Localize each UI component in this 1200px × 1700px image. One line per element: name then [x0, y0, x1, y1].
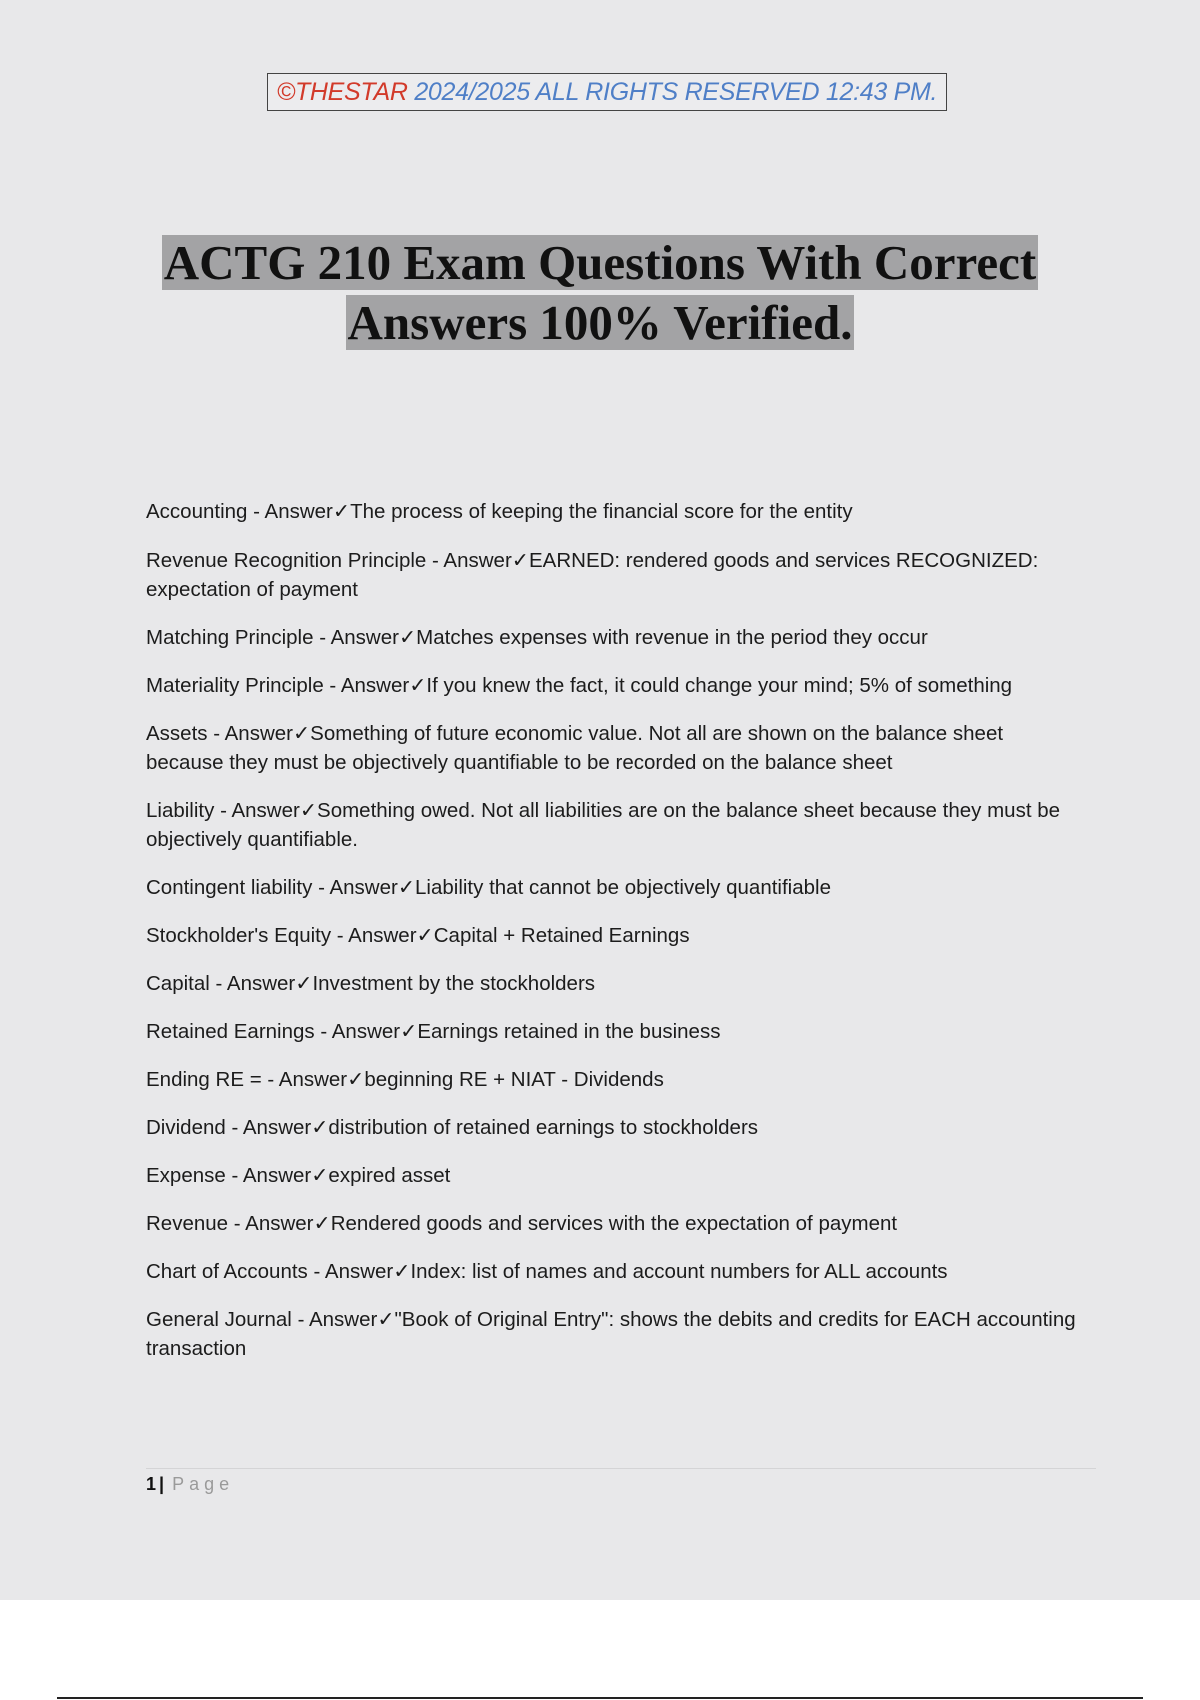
document-title: [0, 233, 1200, 353]
qa-term: Revenue: [146, 1212, 229, 1235]
qa-term: Materiality Principle: [146, 674, 324, 697]
qa-answer: "Book of Original Entry": shows the debits and credits for EACH accounting transaction: [146, 1308, 1082, 1360]
checkmark-icon: ✓: [377, 1308, 395, 1331]
qa-item: [146, 623, 1086, 652]
qa-answer: The process of keeping the financial score for the entity: [350, 500, 853, 523]
qa-answer: Capital + Retained Earnings: [433, 924, 690, 947]
checkmark-icon: ✓: [332, 500, 351, 523]
qa-answer-label: - Answer: [225, 1164, 312, 1187]
qa-item: [146, 671, 1086, 700]
qa-answer: distribution of retained earnings to stockholders: [328, 1116, 759, 1139]
qa-answer: beginning RE + NIAT - Dividends: [364, 1068, 664, 1091]
qa-term: Expense: [146, 1164, 226, 1187]
qa-item: [146, 1113, 1086, 1142]
qa-answer: Liability that cannot be objectively quantifiable: [415, 876, 831, 899]
checkmark-icon: ✓: [397, 876, 416, 899]
qa-term: Stockholder's Equity: [146, 924, 332, 947]
checkmark-icon: ✓: [313, 1212, 331, 1235]
checkmark-icon: ✓: [311, 1164, 329, 1187]
qa-answer-label: - Answer: [225, 1116, 312, 1139]
title-line-2: Answers 100% Verified.: [347, 295, 853, 350]
qa-answer: If you knew the fact, it could change your mind; 5% of something: [426, 674, 1013, 697]
qa-term: Assets: [146, 722, 208, 745]
qa-term: Matching Principle: [146, 626, 314, 649]
qa-item: [146, 969, 1086, 998]
page-number: 1: [146, 1474, 157, 1494]
qa-answer-label: - Answer: [209, 972, 296, 995]
qa-term: Ending RE =: [146, 1068, 262, 1091]
qa-item: [146, 719, 1086, 777]
qa-term: Dividend: [146, 1116, 226, 1139]
page-separator: |: [159, 1474, 165, 1494]
bottom-divider: [57, 1697, 1143, 1699]
qa-item: [146, 1209, 1086, 1238]
qa-answer: Something owed. Not all liabilities are on the balance sheet because they must be objectively quantifiable.: [146, 799, 1066, 851]
qa-answer: Investment by the stockholders: [312, 972, 596, 995]
qa-answer: Index: list of names and account numbers for ALL accounts: [410, 1260, 948, 1283]
qa-answer: EARNED: rendered goods and services RECOGNIZED: expectation of payment: [146, 549, 1044, 601]
qa-item: [146, 1257, 1086, 1286]
qa-answer: expired asset: [328, 1164, 451, 1187]
qa-item: [146, 1305, 1086, 1363]
qa-item: [146, 497, 1086, 526]
qa-term: General Journal: [146, 1308, 292, 1331]
page-number-footer: [146, 1474, 234, 1495]
qa-term: Chart of Accounts: [146, 1260, 308, 1283]
qa-answer-label: - Answer: [228, 1212, 314, 1235]
qa-term: Retained Earnings: [146, 1020, 315, 1043]
qa-answer-label: - Answer: [307, 1260, 394, 1283]
qa-item: [146, 1065, 1086, 1094]
title-line-1: ACTG 210 Exam Questions With Correct: [163, 235, 1037, 290]
qa-answer-label: - Answer: [214, 799, 300, 822]
qa-item: [146, 1017, 1086, 1046]
qa-answer-label: - Answer: [323, 674, 410, 697]
qa-answer-label: - Answer: [313, 626, 399, 649]
checkmark-icon: ✓: [347, 1068, 365, 1091]
footer-divider: [146, 1468, 1096, 1469]
checkmark-icon: ✓: [511, 549, 529, 572]
qa-item: [146, 1161, 1086, 1190]
qa-answer-label: - Answer: [426, 549, 512, 572]
qa-term: Contingent liability: [146, 876, 313, 899]
copyright-banner: [267, 73, 947, 111]
checkmark-icon: ✓: [292, 722, 311, 745]
checkmark-icon: ✓: [311, 1116, 329, 1139]
qa-answer-label: - Answer: [247, 500, 333, 523]
qa-list: [146, 497, 1086, 1382]
copyright-text: 2024/2025 ALL RIGHTS RESERVED 12:43 PM.: [407, 77, 938, 106]
page-label: Page: [172, 1474, 235, 1494]
qa-answer-label: - Answer: [312, 876, 398, 899]
checkmark-icon: ✓: [398, 626, 417, 649]
qa-answer-label: - Answer: [314, 1020, 401, 1043]
checkmark-icon: ✓: [299, 799, 318, 822]
qa-term: Liability: [146, 799, 215, 822]
qa-answer: Earnings retained in the business: [417, 1020, 721, 1043]
checkmark-icon: ✓: [393, 1260, 411, 1283]
qa-answer: Something of future economic value. Not all are shown on the balance sheet because they must be objectively quantifiable to be recorded on the balance sheet: [146, 722, 1009, 774]
qa-item: [146, 796, 1086, 854]
qa-answer-label: - Answer: [291, 1308, 378, 1331]
qa-answer-label: - Answer: [261, 1068, 348, 1091]
checkmark-icon: ✓: [400, 1020, 418, 1043]
qa-item: [146, 873, 1086, 902]
qa-answer-label: - Answer: [331, 924, 417, 947]
qa-term: Capital: [146, 972, 210, 995]
qa-item: [146, 921, 1086, 950]
qa-answer: Matches expenses with revenue in the period they occur: [416, 626, 928, 649]
checkmark-icon: ✓: [409, 674, 427, 697]
qa-answer-label: - Answer: [207, 722, 293, 745]
qa-item: [146, 546, 1086, 604]
qa-term: Accounting: [146, 500, 248, 523]
qa-answer: Rendered goods and services with the expectation of payment: [330, 1212, 898, 1235]
checkmark-icon: ✓: [416, 924, 434, 947]
qa-term: Revenue Recognition Principle: [146, 549, 427, 572]
copyright-brand: ©THESTAR: [276, 77, 408, 106]
checkmark-icon: ✓: [295, 972, 313, 995]
